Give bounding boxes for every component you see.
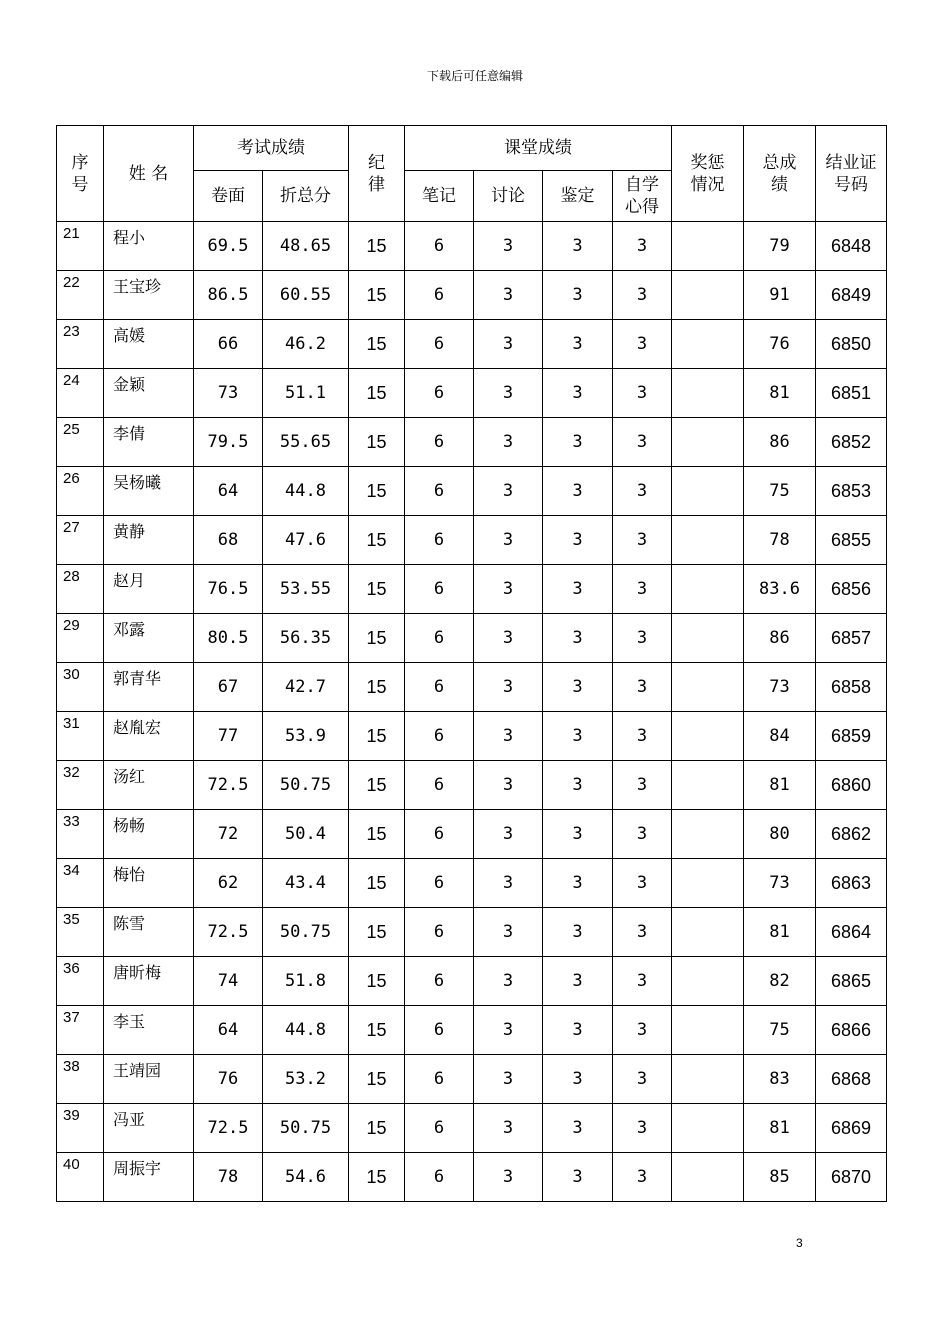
cell-seq: 33 (57, 810, 104, 859)
cell-discipline: 15 (349, 1055, 405, 1104)
cell-name: 李倩 (104, 418, 194, 467)
cell-converted: 42.7 (263, 663, 349, 712)
cell-reward (672, 418, 744, 467)
header-discussion: 讨论 (474, 171, 543, 222)
cell-total: 76 (744, 320, 816, 369)
cell-cert: 6853 (816, 467, 887, 516)
header-discipline: 纪 律 (349, 126, 405, 222)
cell-paper: 72 (194, 810, 263, 859)
table-row (57, 222, 887, 271)
cell-appraisal: 3 (543, 467, 613, 516)
cell-reward (672, 516, 744, 565)
cell-reward (672, 810, 744, 859)
table-row (57, 1153, 887, 1202)
cell-cert: 6865 (816, 957, 887, 1006)
header-exam: 考试成绩 (194, 126, 349, 171)
table-row (57, 810, 887, 859)
cell-converted: 54.6 (263, 1153, 349, 1202)
cell-notes: 6 (405, 369, 474, 418)
cell-name: 邓露 (104, 614, 194, 663)
table-row (57, 418, 887, 467)
cell-total: 75 (744, 467, 816, 516)
cell-discussion: 3 (474, 418, 543, 467)
cell-converted: 50.75 (263, 908, 349, 957)
cell-paper: 79.5 (194, 418, 263, 467)
table-row (57, 614, 887, 663)
table-row (57, 957, 887, 1006)
table-row (57, 1055, 887, 1104)
cell-discipline: 15 (349, 859, 405, 908)
cell-appraisal: 3 (543, 222, 613, 271)
cell-paper: 86.5 (194, 271, 263, 320)
cell-discussion: 3 (474, 957, 543, 1006)
cell-discipline: 15 (349, 222, 405, 271)
cell-paper: 73 (194, 369, 263, 418)
header-appraisal: 鉴定 (543, 171, 613, 222)
cell-cert: 6857 (816, 614, 887, 663)
cell-cert: 6848 (816, 222, 887, 271)
cell-seq: 22 (57, 271, 104, 320)
cell-converted: 47.6 (263, 516, 349, 565)
cell-appraisal: 3 (543, 761, 613, 810)
cell-name: 吴杨曦 (104, 467, 194, 516)
cell-converted: 51.8 (263, 957, 349, 1006)
cell-converted: 53.55 (263, 565, 349, 614)
cell-self-study: 3 (613, 1006, 672, 1055)
cell-name: 王靖园 (104, 1055, 194, 1104)
cell-converted: 60.55 (263, 271, 349, 320)
cell-name: 梅怡 (104, 859, 194, 908)
cell-cert: 6850 (816, 320, 887, 369)
cell-seq: 32 (57, 761, 104, 810)
cell-cert: 6863 (816, 859, 887, 908)
cell-total: 81 (744, 761, 816, 810)
cell-reward (672, 1153, 744, 1202)
cell-discussion: 3 (474, 1104, 543, 1153)
cell-appraisal: 3 (543, 271, 613, 320)
cell-discipline: 15 (349, 1104, 405, 1153)
cell-name: 黄静 (104, 516, 194, 565)
cell-reward (672, 467, 744, 516)
header-note: 下载后可任意编辑 (426, 69, 523, 83)
cell-name: 杨畅 (104, 810, 194, 859)
table-row (57, 565, 887, 614)
cell-paper: 67 (194, 663, 263, 712)
cell-notes: 6 (405, 908, 474, 957)
cell-total: 84 (744, 712, 816, 761)
cell-total: 86 (744, 418, 816, 467)
cell-cert: 6852 (816, 418, 887, 467)
cell-appraisal: 3 (543, 1153, 613, 1202)
cell-cert: 6868 (816, 1055, 887, 1104)
cell-total: 75 (744, 1006, 816, 1055)
cell-cert: 6858 (816, 663, 887, 712)
cell-reward (672, 1104, 744, 1153)
cell-name: 陈雪 (104, 908, 194, 957)
cell-self-study: 3 (613, 222, 672, 271)
cell-converted: 50.75 (263, 761, 349, 810)
cell-appraisal: 3 (543, 663, 613, 712)
cell-appraisal: 3 (543, 1055, 613, 1104)
table-row (57, 761, 887, 810)
cell-self-study: 3 (613, 761, 672, 810)
cell-appraisal: 3 (543, 320, 613, 369)
cell-cert: 6869 (816, 1104, 887, 1153)
cell-total: 80 (744, 810, 816, 859)
cell-appraisal: 3 (543, 614, 613, 663)
header-self-study: 自学 心得 (613, 171, 672, 222)
cell-appraisal: 3 (543, 908, 613, 957)
cell-discussion: 3 (474, 467, 543, 516)
cell-discipline: 15 (349, 810, 405, 859)
cell-seq: 23 (57, 320, 104, 369)
cell-discipline: 15 (349, 663, 405, 712)
cell-paper: 77 (194, 712, 263, 761)
header-exam-converted: 折总分 (263, 171, 349, 222)
cell-notes: 6 (405, 957, 474, 1006)
cell-total: 91 (744, 271, 816, 320)
cell-reward (672, 957, 744, 1006)
cell-discipline: 15 (349, 418, 405, 467)
table-row (57, 320, 887, 369)
cell-self-study: 3 (613, 369, 672, 418)
cell-paper: 69.5 (194, 222, 263, 271)
cell-seq: 40 (57, 1153, 104, 1202)
cell-discipline: 15 (349, 271, 405, 320)
cell-seq: 31 (57, 712, 104, 761)
table-row (57, 859, 887, 908)
header-cert: 结业证 号码 (816, 126, 887, 222)
cell-discipline: 15 (349, 761, 405, 810)
table-row (57, 369, 887, 418)
cell-discipline: 15 (349, 369, 405, 418)
cell-self-study: 3 (613, 1104, 672, 1153)
cell-seq: 37 (57, 1006, 104, 1055)
header-row-1 (57, 126, 887, 171)
cell-name: 郭青华 (104, 663, 194, 712)
cell-paper: 76 (194, 1055, 263, 1104)
header-seq: 序 号 (57, 126, 104, 222)
cell-seq: 35 (57, 908, 104, 957)
cell-total: 83 (744, 1055, 816, 1104)
cell-discussion: 3 (474, 369, 543, 418)
cell-total: 81 (744, 369, 816, 418)
cell-name: 金颖 (104, 369, 194, 418)
cell-cert: 6860 (816, 761, 887, 810)
cell-seq: 21 (57, 222, 104, 271)
cell-reward (672, 565, 744, 614)
cell-self-study: 3 (613, 712, 672, 761)
cell-seq: 28 (57, 565, 104, 614)
cell-self-study: 3 (613, 957, 672, 1006)
cell-reward (672, 222, 744, 271)
cell-total: 86 (744, 614, 816, 663)
cell-cert: 6862 (816, 810, 887, 859)
cell-self-study: 3 (613, 663, 672, 712)
cell-discipline: 15 (349, 467, 405, 516)
table-row (57, 663, 887, 712)
cell-notes: 6 (405, 1055, 474, 1104)
cell-notes: 6 (405, 516, 474, 565)
cell-appraisal: 3 (543, 957, 613, 1006)
cell-discipline: 15 (349, 614, 405, 663)
cell-self-study: 3 (613, 614, 672, 663)
cell-name: 赵胤宏 (104, 712, 194, 761)
cell-discipline: 15 (349, 1006, 405, 1055)
cell-reward (672, 369, 744, 418)
table-row (57, 1006, 887, 1055)
cell-discipline: 15 (349, 908, 405, 957)
table-row (57, 908, 887, 957)
cell-reward (672, 761, 744, 810)
cell-self-study: 3 (613, 565, 672, 614)
cell-reward (672, 320, 744, 369)
cell-paper: 64 (194, 1006, 263, 1055)
cell-seq: 30 (57, 663, 104, 712)
cell-cert: 6866 (816, 1006, 887, 1055)
grade-table (56, 125, 887, 1202)
cell-cert: 6864 (816, 908, 887, 957)
cell-discussion: 3 (474, 320, 543, 369)
cell-notes: 6 (405, 222, 474, 271)
cell-total: 81 (744, 908, 816, 957)
cell-converted: 50.4 (263, 810, 349, 859)
cell-seq: 38 (57, 1055, 104, 1104)
cell-reward (672, 663, 744, 712)
cell-converted: 51.1 (263, 369, 349, 418)
cell-paper: 76.5 (194, 565, 263, 614)
header-exam-paper: 卷面 (194, 171, 263, 222)
cell-paper: 72.5 (194, 908, 263, 957)
table-row (57, 271, 887, 320)
cell-self-study: 3 (613, 1153, 672, 1202)
cell-reward (672, 1006, 744, 1055)
cell-name: 王宝珍 (104, 271, 194, 320)
page-number: 3 (796, 1236, 803, 1250)
cell-paper: 64 (194, 467, 263, 516)
cell-discussion: 3 (474, 859, 543, 908)
cell-reward (672, 1055, 744, 1104)
cell-discussion: 3 (474, 271, 543, 320)
cell-name: 汤红 (104, 761, 194, 810)
cell-cert: 6849 (816, 271, 887, 320)
header-notes: 笔记 (405, 171, 474, 222)
cell-appraisal: 3 (543, 1006, 613, 1055)
cell-converted: 53.9 (263, 712, 349, 761)
cell-notes: 6 (405, 467, 474, 516)
cell-discussion: 3 (474, 1055, 543, 1104)
cell-self-study: 3 (613, 516, 672, 565)
cell-discipline: 15 (349, 712, 405, 761)
header-name: 姓 名 (104, 126, 194, 222)
cell-appraisal: 3 (543, 565, 613, 614)
grade-table-body (57, 222, 887, 1202)
cell-total: 85 (744, 1153, 816, 1202)
cell-notes: 6 (405, 418, 474, 467)
cell-paper: 74 (194, 957, 263, 1006)
cell-total: 73 (744, 859, 816, 908)
cell-self-study: 3 (613, 859, 672, 908)
cell-discussion: 3 (474, 565, 543, 614)
cell-reward (672, 614, 744, 663)
cell-paper: 72.5 (194, 1104, 263, 1153)
cell-discussion: 3 (474, 761, 543, 810)
cell-self-study: 3 (613, 908, 672, 957)
cell-notes: 6 (405, 810, 474, 859)
cell-reward (672, 908, 744, 957)
cell-converted: 43.4 (263, 859, 349, 908)
cell-notes: 6 (405, 565, 474, 614)
cell-notes: 6 (405, 1104, 474, 1153)
cell-name: 李玉 (104, 1006, 194, 1055)
cell-discussion: 3 (474, 614, 543, 663)
cell-discussion: 3 (474, 663, 543, 712)
cell-seq: 34 (57, 859, 104, 908)
cell-paper: 72.5 (194, 761, 263, 810)
cell-notes: 6 (405, 1153, 474, 1202)
cell-appraisal: 3 (543, 810, 613, 859)
cell-seq: 39 (57, 1104, 104, 1153)
table-row (57, 712, 887, 761)
cell-converted: 50.75 (263, 1104, 349, 1153)
cell-notes: 6 (405, 1006, 474, 1055)
cell-appraisal: 3 (543, 712, 613, 761)
cell-seq: 29 (57, 614, 104, 663)
cell-discussion: 3 (474, 712, 543, 761)
cell-appraisal: 3 (543, 369, 613, 418)
cell-appraisal: 3 (543, 859, 613, 908)
cell-discipline: 15 (349, 957, 405, 1006)
cell-notes: 6 (405, 712, 474, 761)
cell-paper: 78 (194, 1153, 263, 1202)
cell-converted: 44.8 (263, 467, 349, 516)
cell-cert: 6859 (816, 712, 887, 761)
cell-cert: 6870 (816, 1153, 887, 1202)
cell-total: 81 (744, 1104, 816, 1153)
cell-self-study: 3 (613, 418, 672, 467)
cell-notes: 6 (405, 614, 474, 663)
cell-self-study: 3 (613, 271, 672, 320)
cell-cert: 6851 (816, 369, 887, 418)
cell-discipline: 15 (349, 565, 405, 614)
cell-name: 高媛 (104, 320, 194, 369)
cell-paper: 68 (194, 516, 263, 565)
cell-appraisal: 3 (543, 418, 613, 467)
cell-appraisal: 3 (543, 1104, 613, 1153)
cell-reward (672, 712, 744, 761)
cell-discipline: 15 (349, 516, 405, 565)
cell-discipline: 15 (349, 320, 405, 369)
cell-discussion: 3 (474, 908, 543, 957)
cell-total: 79 (744, 222, 816, 271)
cell-reward (672, 271, 744, 320)
cell-cert: 6856 (816, 565, 887, 614)
cell-seq: 24 (57, 369, 104, 418)
cell-discussion: 3 (474, 810, 543, 859)
cell-discipline: 15 (349, 1153, 405, 1202)
cell-reward (672, 859, 744, 908)
table-row (57, 467, 887, 516)
cell-discussion: 3 (474, 222, 543, 271)
cell-self-study: 3 (613, 1055, 672, 1104)
cell-notes: 6 (405, 320, 474, 369)
cell-discussion: 3 (474, 1153, 543, 1202)
cell-paper: 62 (194, 859, 263, 908)
cell-cert: 6855 (816, 516, 887, 565)
cell-converted: 48.65 (263, 222, 349, 271)
cell-notes: 6 (405, 859, 474, 908)
cell-converted: 53.2 (263, 1055, 349, 1104)
cell-self-study: 3 (613, 320, 672, 369)
cell-notes: 6 (405, 663, 474, 712)
cell-seq: 36 (57, 957, 104, 1006)
cell-self-study: 3 (613, 467, 672, 516)
cell-total: 78 (744, 516, 816, 565)
cell-seq: 27 (57, 516, 104, 565)
cell-self-study: 3 (613, 810, 672, 859)
cell-converted: 44.8 (263, 1006, 349, 1055)
cell-total: 82 (744, 957, 816, 1006)
cell-name: 唐昕梅 (104, 957, 194, 1006)
cell-name: 冯亚 (104, 1104, 194, 1153)
cell-converted: 46.2 (263, 320, 349, 369)
header-total: 总成 绩 (744, 126, 816, 222)
cell-converted: 55.65 (263, 418, 349, 467)
cell-seq: 25 (57, 418, 104, 467)
cell-seq: 26 (57, 467, 104, 516)
cell-name: 周振宇 (104, 1153, 194, 1202)
cell-total: 73 (744, 663, 816, 712)
table-row (57, 1104, 887, 1153)
cell-discussion: 3 (474, 1006, 543, 1055)
cell-name: 赵月 (104, 565, 194, 614)
cell-converted: 56.35 (263, 614, 349, 663)
cell-discussion: 3 (474, 516, 543, 565)
cell-notes: 6 (405, 761, 474, 810)
cell-total: 83.6 (744, 565, 816, 614)
header-reward: 奖惩 情况 (672, 126, 744, 222)
cell-paper: 66 (194, 320, 263, 369)
cell-notes: 6 (405, 271, 474, 320)
table-row (57, 516, 887, 565)
cell-name: 程小 (104, 222, 194, 271)
cell-appraisal: 3 (543, 516, 613, 565)
cell-paper: 80.5 (194, 614, 263, 663)
header-classroom: 课堂成绩 (405, 126, 672, 171)
